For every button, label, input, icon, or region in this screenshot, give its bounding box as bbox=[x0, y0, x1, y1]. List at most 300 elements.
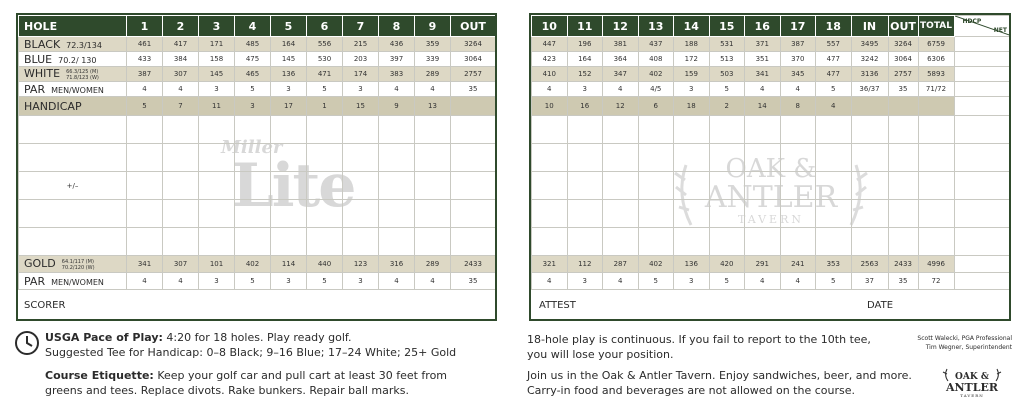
yardage-cell: 3 bbox=[235, 97, 271, 116]
score-cell[interactable] bbox=[603, 228, 639, 256]
yardage-cell: 503 bbox=[709, 67, 745, 82]
score-cell[interactable] bbox=[235, 228, 271, 256]
scorer-line[interactable] bbox=[18, 289, 495, 319]
back-score-row[interactable] bbox=[532, 228, 1012, 256]
yardage-cell: 397 bbox=[379, 52, 415, 67]
logo-antler: ANTLER bbox=[945, 381, 999, 394]
yardage-cell: 2757 bbox=[888, 67, 918, 82]
hole-number: 7 bbox=[343, 16, 379, 37]
yardage-cell bbox=[888, 97, 918, 116]
score-cell[interactable] bbox=[235, 200, 271, 228]
score-cell[interactable] bbox=[638, 228, 674, 256]
score-cell[interactable] bbox=[674, 172, 710, 200]
yardage-cell: 475 bbox=[235, 52, 271, 67]
tavern-line1: Join us in the Oak & Antler Tavern. Enjoy sandwiches, beer, and more. bbox=[527, 369, 912, 382]
yardage-cell: 36/37 bbox=[851, 82, 888, 97]
yardage-cell: 4 bbox=[415, 82, 451, 97]
score-cell[interactable] bbox=[851, 200, 888, 228]
yardage-cell: 5 bbox=[235, 273, 271, 290]
yardage-cell bbox=[918, 97, 954, 116]
score-cell[interactable] bbox=[638, 172, 674, 200]
score-cell[interactable] bbox=[271, 144, 307, 172]
score-cell[interactable] bbox=[888, 116, 918, 144]
yardage-cell: 436 bbox=[379, 37, 415, 52]
pace-tees: Suggested Tee for Handicap: 0–8 Black; 9–16 Blue; 17–24 White; 25+ Gold bbox=[45, 346, 457, 359]
hole-number: 4 bbox=[235, 16, 271, 37]
pace-title: USGA Pace of Play: bbox=[45, 331, 163, 344]
yardage-cell: 440 bbox=[307, 256, 343, 273]
watermark-tavern: TAVERN bbox=[737, 213, 804, 226]
hdcp-net-cell[interactable] bbox=[954, 37, 1011, 52]
yardage-cell: 3 bbox=[271, 82, 307, 97]
yardage-cell: 5893 bbox=[918, 67, 954, 82]
white-tee-row bbox=[19, 67, 496, 82]
score-cell[interactable] bbox=[343, 200, 379, 228]
score-cell[interactable] bbox=[532, 116, 568, 144]
row-label-name: GOLD bbox=[24, 257, 56, 270]
yardage-cell: 159 bbox=[674, 67, 710, 82]
staff-pro: Scott Walecki, PGA Professional bbox=[917, 335, 1012, 342]
yardage-cell: 37 bbox=[851, 273, 888, 290]
etiquette-title: Course Etiquette: bbox=[45, 369, 154, 382]
hole-number: OUT bbox=[451, 16, 496, 37]
score-row[interactable] bbox=[19, 116, 496, 144]
score-cell[interactable] bbox=[127, 172, 163, 200]
yardage-cell: 347 bbox=[603, 67, 639, 82]
score-cell[interactable] bbox=[888, 200, 918, 228]
yardage-cell: 381 bbox=[603, 37, 639, 52]
score-row-label bbox=[19, 116, 127, 144]
oak-antler-logo bbox=[942, 368, 1002, 404]
score-cell[interactable] bbox=[343, 116, 379, 144]
yardage-cell: 477 bbox=[816, 67, 852, 82]
yardage-cell: 3264 bbox=[888, 37, 918, 52]
yardage-cell: 215 bbox=[343, 37, 379, 52]
score-cell[interactable] bbox=[603, 116, 639, 144]
yardage-cell: 4 bbox=[163, 82, 199, 97]
score-cell[interactable] bbox=[451, 144, 496, 172]
yardage-cell: 114 bbox=[271, 256, 307, 273]
back-score-row[interactable] bbox=[532, 144, 1012, 172]
score-cell[interactable] bbox=[745, 228, 781, 256]
yardage-cell: 3 bbox=[271, 273, 307, 290]
score-cell[interactable] bbox=[127, 200, 163, 228]
back-nine-table bbox=[531, 15, 1011, 290]
score-cell[interactable] bbox=[451, 228, 496, 256]
score-cell[interactable] bbox=[780, 228, 816, 256]
score-cell[interactable] bbox=[918, 200, 954, 228]
watermark-miller: Miller bbox=[221, 137, 283, 158]
score-cell[interactable] bbox=[415, 144, 451, 172]
back-black-tee-row bbox=[532, 37, 1012, 52]
yardage-cell: 417 bbox=[163, 37, 199, 52]
yardage-cell: 465 bbox=[235, 67, 271, 82]
yardage-cell: 4 bbox=[163, 273, 199, 290]
staff-block bbox=[917, 334, 1012, 352]
score-cell[interactable] bbox=[271, 172, 307, 200]
yardage-cell: 174 bbox=[343, 67, 379, 82]
score-cell[interactable] bbox=[709, 116, 745, 144]
row-rating bbox=[62, 259, 95, 271]
score-cell[interactable] bbox=[954, 144, 1011, 172]
yardage-cell: 5 bbox=[709, 273, 745, 290]
score-cell[interactable] bbox=[745, 172, 781, 200]
score-cell[interactable] bbox=[954, 116, 1011, 144]
score-cell[interactable] bbox=[851, 116, 888, 144]
yardage-cell: 339 bbox=[415, 52, 451, 67]
score-cell[interactable] bbox=[451, 200, 496, 228]
score-cell[interactable] bbox=[343, 144, 379, 172]
score-cell[interactable] bbox=[745, 144, 781, 172]
hole-number: 12 bbox=[603, 16, 639, 37]
score-cell[interactable] bbox=[271, 228, 307, 256]
score-cell[interactable] bbox=[415, 116, 451, 144]
etiquette-text2: greens and tees. Replace divots. Rake bunkers. Repair ball marks. bbox=[45, 384, 410, 397]
yardage-cell: 14 bbox=[745, 97, 781, 116]
hdcp-net-cell[interactable] bbox=[954, 67, 1011, 82]
score-cell[interactable] bbox=[603, 144, 639, 172]
score-cell[interactable] bbox=[307, 172, 343, 200]
score-cell[interactable] bbox=[451, 172, 496, 200]
score-cell[interactable] bbox=[127, 144, 163, 172]
score-cell[interactable] bbox=[745, 116, 781, 144]
yardage-cell: 164 bbox=[271, 37, 307, 52]
yardage-cell: 2433 bbox=[888, 256, 918, 273]
hdcp-net-cell[interactable] bbox=[954, 82, 1011, 97]
yardage-cell: 485 bbox=[235, 37, 271, 52]
hole-number: OUT bbox=[888, 16, 918, 37]
score-cell[interactable] bbox=[816, 228, 852, 256]
score-cell[interactable] bbox=[851, 172, 888, 200]
score-cell[interactable] bbox=[415, 172, 451, 200]
yardage-cell: 408 bbox=[638, 52, 674, 67]
hole-number: 10 bbox=[532, 16, 568, 37]
tavern-block bbox=[527, 368, 947, 398]
row-label bbox=[19, 37, 127, 52]
score-cell[interactable] bbox=[532, 200, 568, 228]
score-cell[interactable] bbox=[888, 144, 918, 172]
score-cell[interactable] bbox=[163, 144, 199, 172]
back-score-row[interactable] bbox=[532, 200, 1012, 228]
yardage-cell: 402 bbox=[638, 256, 674, 273]
yardage-cell: 341 bbox=[745, 67, 781, 82]
score-row[interactable] bbox=[19, 228, 496, 256]
score-cell[interactable] bbox=[918, 144, 954, 172]
score-cell[interactable] bbox=[603, 172, 639, 200]
hole-number: TOTAL bbox=[918, 16, 954, 37]
score-cell[interactable] bbox=[816, 144, 852, 172]
hdcp-net-cell[interactable] bbox=[954, 256, 1011, 273]
yardage-cell: 353 bbox=[816, 256, 852, 273]
hole-header-row bbox=[19, 16, 496, 37]
score-cell[interactable] bbox=[816, 200, 852, 228]
score-cell[interactable] bbox=[918, 172, 954, 200]
score-cell[interactable] bbox=[780, 200, 816, 228]
hdcp-net-header bbox=[954, 16, 1011, 37]
row-label bbox=[19, 82, 127, 97]
yardage-cell: 2 bbox=[709, 97, 745, 116]
row-label-name: WHITE bbox=[24, 67, 61, 80]
score-cell[interactable] bbox=[451, 116, 496, 144]
yardage-cell: 158 bbox=[199, 52, 235, 67]
score-cell[interactable] bbox=[674, 200, 710, 228]
score-cell[interactable] bbox=[307, 116, 343, 144]
score-cell[interactable] bbox=[163, 200, 199, 228]
score-row[interactable] bbox=[19, 200, 496, 228]
yardage-cell: 433 bbox=[127, 52, 163, 67]
score-cell[interactable] bbox=[567, 116, 603, 144]
etiquette-text1: Keep your golf car and pull cart at least 30 feet from bbox=[157, 369, 448, 382]
tavern-line2: Carry-in food and beverages are not allowed on the course. bbox=[527, 384, 855, 397]
row-label bbox=[19, 256, 127, 273]
score-cell[interactable] bbox=[532, 144, 568, 172]
back-handicap-row bbox=[532, 97, 1012, 116]
score-cell[interactable] bbox=[199, 144, 235, 172]
yardage-cell: 531 bbox=[709, 37, 745, 52]
score-cell[interactable] bbox=[235, 116, 271, 144]
score-row[interactable] bbox=[19, 172, 496, 200]
yardage-cell: 5 bbox=[307, 273, 343, 290]
score-cell[interactable] bbox=[780, 172, 816, 200]
yardage-cell: 3064 bbox=[888, 52, 918, 67]
yardage-cell: 3 bbox=[199, 82, 235, 97]
back-par-row bbox=[532, 82, 1012, 97]
hole-number: 1 bbox=[127, 16, 163, 37]
score-cell[interactable] bbox=[379, 144, 415, 172]
yardage-cell: 4 bbox=[816, 97, 852, 116]
yardage-cell: 371 bbox=[745, 37, 781, 52]
row-sub-label: MEN/WOMEN bbox=[51, 277, 104, 287]
yardage-cell: 556 bbox=[307, 37, 343, 52]
rating-women: 70.2/120 (W) bbox=[61, 265, 95, 271]
blue-tee-row bbox=[19, 52, 496, 67]
yardage-cell: 7 bbox=[163, 97, 199, 116]
score-cell[interactable] bbox=[379, 116, 415, 144]
score-cell[interactable] bbox=[415, 228, 451, 256]
score-cell[interactable] bbox=[709, 172, 745, 200]
score-cell[interactable] bbox=[567, 172, 603, 200]
yardage-cell: 241 bbox=[780, 256, 816, 273]
score-cell[interactable] bbox=[709, 144, 745, 172]
score-cell[interactable] bbox=[954, 228, 1011, 256]
row-sub-label: 72.3/134 bbox=[66, 40, 102, 50]
score-cell[interactable] bbox=[918, 116, 954, 144]
score-cell[interactable] bbox=[271, 200, 307, 228]
yardage-cell: 387 bbox=[780, 37, 816, 52]
yardage-cell: 5 bbox=[816, 82, 852, 97]
score-cell[interactable] bbox=[851, 144, 888, 172]
yardage-cell: 447 bbox=[532, 37, 568, 52]
hole-number: 16 bbox=[745, 16, 781, 37]
score-cell[interactable] bbox=[127, 116, 163, 144]
continuous-play-block bbox=[527, 332, 897, 362]
score-cell[interactable] bbox=[780, 144, 816, 172]
yardage-cell bbox=[451, 97, 496, 116]
score-cell[interactable] bbox=[674, 228, 710, 256]
yardage-cell: 152 bbox=[567, 67, 603, 82]
score-cell[interactable] bbox=[567, 144, 603, 172]
score-cell[interactable] bbox=[567, 228, 603, 256]
yardage-cell: 188 bbox=[674, 37, 710, 52]
score-cell[interactable] bbox=[271, 116, 307, 144]
score-cell[interactable] bbox=[954, 172, 1011, 200]
yardage-cell: 437 bbox=[638, 37, 674, 52]
yardage-cell: 423 bbox=[532, 52, 568, 67]
score-cell[interactable] bbox=[532, 228, 568, 256]
score-row[interactable] bbox=[19, 144, 496, 172]
yardage-cell: 4 bbox=[745, 273, 781, 290]
yardage-cell: 3242 bbox=[851, 52, 888, 67]
score-cell[interactable] bbox=[235, 172, 271, 200]
yardage-cell: 513 bbox=[709, 52, 745, 67]
yardage-cell: 351 bbox=[745, 52, 781, 67]
score-cell[interactable] bbox=[235, 144, 271, 172]
yardage-cell: 136 bbox=[674, 256, 710, 273]
hole-header-label: HOLE bbox=[19, 16, 127, 37]
score-cell[interactable] bbox=[709, 200, 745, 228]
rating-women: 71.8/123 (W) bbox=[66, 75, 99, 81]
yardage-cell: 35 bbox=[888, 273, 918, 290]
score-cell[interactable] bbox=[379, 200, 415, 228]
front-nine-scorecard bbox=[16, 13, 497, 321]
score-cell[interactable] bbox=[307, 144, 343, 172]
score-cell[interactable] bbox=[888, 172, 918, 200]
score-cell[interactable] bbox=[888, 228, 918, 256]
score-cell[interactable] bbox=[379, 172, 415, 200]
score-cell[interactable] bbox=[780, 116, 816, 144]
score-cell[interactable] bbox=[954, 200, 1011, 228]
yardage-cell: 72 bbox=[918, 273, 954, 290]
yardage-cell: 164 bbox=[567, 52, 603, 67]
score-cell[interactable] bbox=[307, 200, 343, 228]
yardage-cell: 3136 bbox=[851, 67, 888, 82]
back-score-row[interactable] bbox=[532, 116, 1012, 144]
hdcp-net-cell[interactable] bbox=[954, 97, 1011, 116]
yardage-cell: 145 bbox=[199, 67, 235, 82]
yardage-cell: 3 bbox=[567, 273, 603, 290]
yardage-cell: 2433 bbox=[451, 256, 496, 273]
hdcp-net-cell[interactable] bbox=[954, 273, 1011, 290]
yardage-cell: 4 bbox=[745, 82, 781, 97]
row-label bbox=[19, 52, 127, 67]
score-cell[interactable] bbox=[603, 200, 639, 228]
black-tee-row bbox=[19, 37, 496, 52]
score-cell[interactable] bbox=[709, 228, 745, 256]
score-cell[interactable] bbox=[638, 144, 674, 172]
score-cell[interactable] bbox=[918, 228, 954, 256]
score-cell[interactable] bbox=[816, 172, 852, 200]
row-label-name: BLUE bbox=[24, 52, 53, 66]
yardage-cell: 307 bbox=[163, 67, 199, 82]
back-nine-scorecard bbox=[529, 13, 1011, 321]
score-cell[interactable] bbox=[199, 228, 235, 256]
score-cell[interactable] bbox=[379, 228, 415, 256]
score-cell[interactable] bbox=[163, 172, 199, 200]
yardage-cell: 18 bbox=[674, 97, 710, 116]
clock-icon bbox=[14, 330, 40, 356]
yardage-cell: 3064 bbox=[451, 52, 496, 67]
score-cell[interactable] bbox=[307, 228, 343, 256]
yardage-cell: 10 bbox=[532, 97, 568, 116]
score-cell[interactable] bbox=[343, 172, 379, 200]
yardage-cell bbox=[851, 97, 888, 116]
yardage-cell: 3264 bbox=[451, 37, 496, 52]
yardage-cell: 145 bbox=[271, 52, 307, 67]
hdcp-label: HDCP bbox=[962, 18, 982, 25]
score-cell[interactable] bbox=[343, 228, 379, 256]
yardage-cell: 345 bbox=[780, 67, 816, 82]
score-cell[interactable] bbox=[674, 116, 710, 144]
row-label-name: PAR bbox=[24, 82, 46, 96]
yardage-cell: 383 bbox=[379, 67, 415, 82]
staff-super: Tim Wegner, Superintendent bbox=[925, 344, 1012, 351]
yardage-cell: 341 bbox=[127, 256, 163, 273]
yardage-cell: 5 bbox=[235, 82, 271, 97]
score-cell[interactable] bbox=[163, 116, 199, 144]
yardage-cell: 196 bbox=[567, 37, 603, 52]
row-rating bbox=[66, 69, 99, 81]
yardage-cell: 17 bbox=[271, 97, 307, 116]
yardage-cell: 6306 bbox=[918, 52, 954, 67]
score-cell[interactable] bbox=[199, 116, 235, 144]
score-cell[interactable] bbox=[127, 228, 163, 256]
score-cell[interactable] bbox=[816, 116, 852, 144]
row-label bbox=[19, 97, 127, 116]
attest-date-line[interactable] bbox=[531, 289, 1009, 319]
back-gold-tee-row bbox=[532, 256, 1012, 273]
back-par-row-bottom bbox=[532, 273, 1012, 290]
score-cell[interactable] bbox=[163, 228, 199, 256]
score-cell[interactable] bbox=[851, 228, 888, 256]
handicap-row bbox=[19, 97, 496, 116]
yardage-cell: 2563 bbox=[851, 256, 888, 273]
continuous-line2: you will lose your position. bbox=[527, 348, 674, 361]
yardage-cell: 6759 bbox=[918, 37, 954, 52]
yardage-cell: 4 bbox=[127, 82, 163, 97]
yardage-cell: 3 bbox=[674, 273, 710, 290]
rating-men: 66.3/125 (M) bbox=[66, 69, 99, 75]
hole-number: 17 bbox=[780, 16, 816, 37]
logo-tavern: TAVERN bbox=[960, 393, 984, 398]
hole-number: 8 bbox=[379, 16, 415, 37]
date-label: DATE bbox=[867, 300, 894, 311]
score-cell[interactable] bbox=[638, 200, 674, 228]
pace-of-play-block bbox=[45, 330, 505, 360]
score-cell[interactable] bbox=[199, 172, 235, 200]
score-cell[interactable] bbox=[567, 200, 603, 228]
yardage-cell: 16 bbox=[567, 97, 603, 116]
score-cell[interactable] bbox=[532, 172, 568, 200]
row-label-name: BLACK bbox=[24, 37, 61, 51]
yardage-cell: 4 bbox=[127, 273, 163, 290]
yardage-cell: 557 bbox=[816, 37, 852, 52]
back-score-row[interactable] bbox=[532, 172, 1012, 200]
row-label bbox=[19, 273, 127, 290]
score-cell[interactable] bbox=[199, 200, 235, 228]
back-hole-header-row bbox=[532, 16, 1012, 37]
score-cell[interactable] bbox=[745, 200, 781, 228]
hdcp-net-cell[interactable] bbox=[954, 52, 1011, 67]
yardage-cell: 289 bbox=[415, 256, 451, 273]
hole-number: 15 bbox=[709, 16, 745, 37]
score-cell[interactable] bbox=[674, 144, 710, 172]
yardage-cell: 13 bbox=[415, 97, 451, 116]
score-cell[interactable] bbox=[638, 116, 674, 144]
back-blue-tee-row bbox=[532, 52, 1012, 67]
yardage-cell: 123 bbox=[343, 256, 379, 273]
hole-number: 2 bbox=[163, 16, 199, 37]
score-cell[interactable] bbox=[415, 200, 451, 228]
